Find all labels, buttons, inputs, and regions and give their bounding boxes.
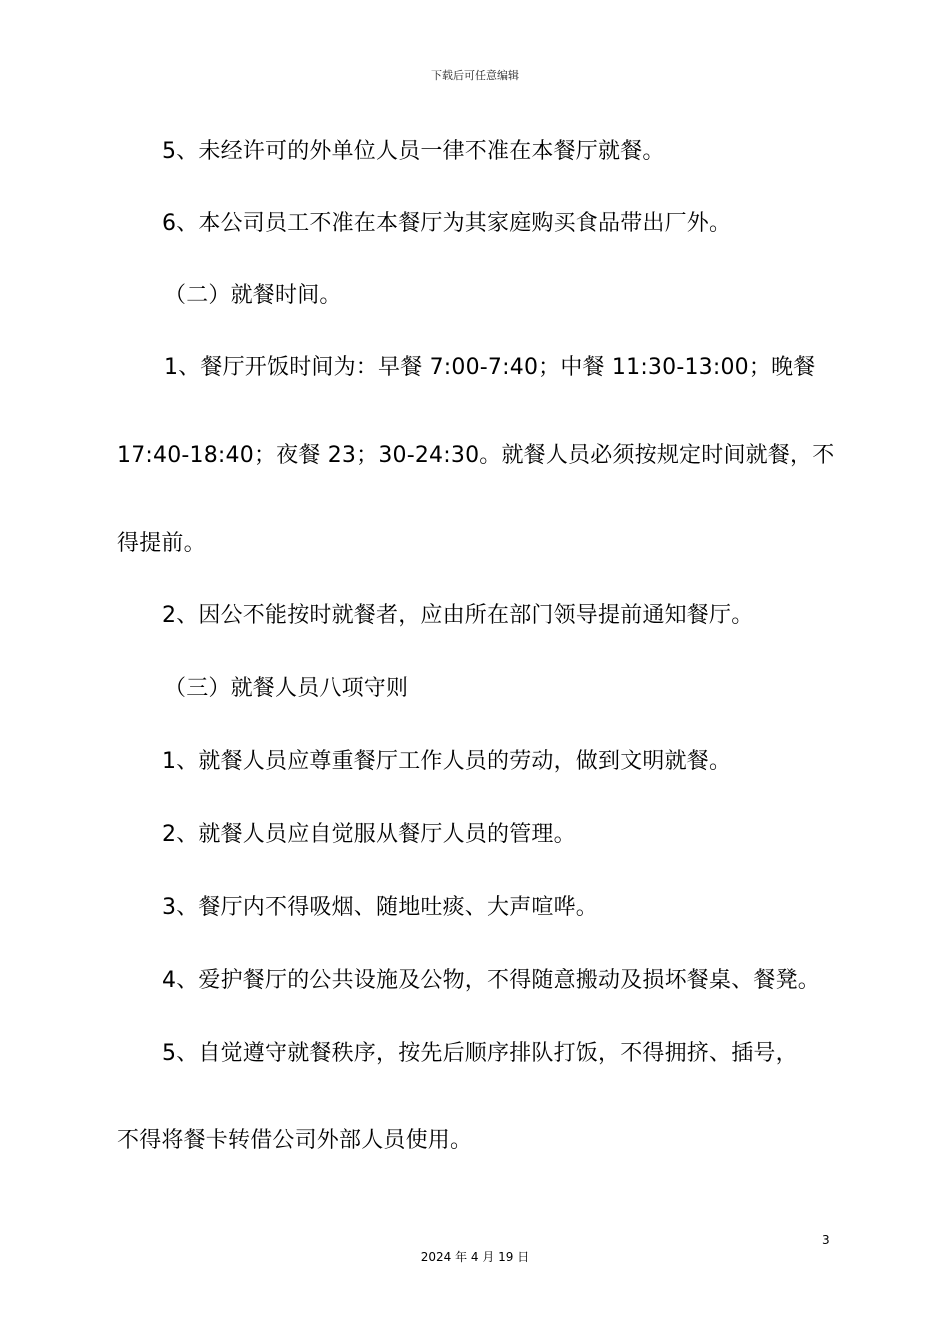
footer-date: 2024 年 4 月 19 日	[420, 1250, 530, 1264]
page-number: 3	[822, 1233, 830, 1247]
body-line: 6、本公司员工不准在本餐厅为其家庭购买食品带出厂外。	[162, 211, 732, 236]
body-line: 3、餐厅内不得吸烟、随地吐痰、大声喧哗。	[162, 895, 598, 920]
body-line: 1、就餐人员应尊重餐厅工作人员的劳动，做到文明就餐。	[162, 749, 732, 774]
body-line: 2、就餐人员应自觉服从餐厅人员的管理。	[162, 822, 576, 847]
section-heading: （三）就餐人员八项守则	[164, 676, 409, 701]
section-heading: （二）就餐时间。	[164, 283, 342, 308]
page-header-note: 下载后可任意编辑	[431, 69, 519, 82]
body-line: 得提前。	[117, 531, 206, 556]
body-line: 2、因公不能按时就餐者，应由所在部门领导提前通知餐厅。	[162, 603, 754, 628]
body-line: 5、自觉遵守就餐秩序，按先后顺序排队打饭，不得拥挤、插号，	[162, 1041, 798, 1066]
body-line: 不得将餐卡转借公司外部人员使用。	[117, 1128, 473, 1153]
body-line: 4、爱护餐厅的公共设施及公物，不得随意搬动及损坏餐桌、餐凳。	[162, 968, 820, 993]
body-line: 17:40-18:40；夜餐 23；30-24:30。就餐人员必须按规定时间就餐，不	[117, 443, 835, 468]
body-line: 5、未经许可的外单位人员一律不准在本餐厅就餐。	[162, 139, 665, 164]
body-line: 1、餐厅开饭时间为：早餐 7:00-7:40；中餐 11:30-13:00；晚餐	[164, 355, 816, 380]
